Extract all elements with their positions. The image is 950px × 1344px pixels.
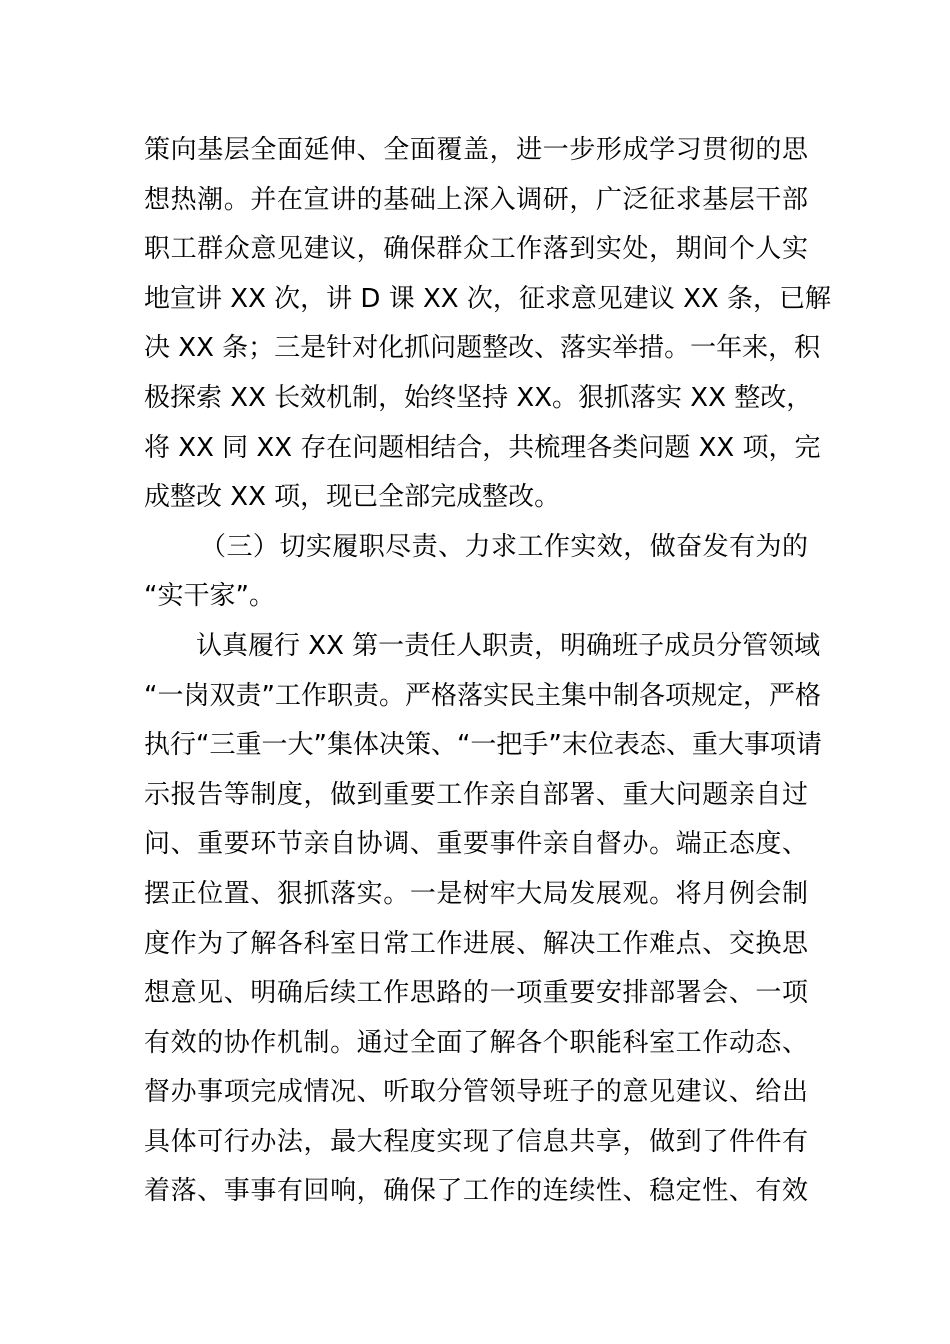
text-line: 摆正位置、狠抓落实。一是树牢大局发展观。将月例会制 xyxy=(144,878,808,909)
text-line: 极探索 XX 长效机制，始终坚持 XX。狠抓落实 XX 整改， xyxy=(144,382,813,413)
text-line: 职工群众意见建议，确保群众工作落到实处，期间个人实 xyxy=(144,234,808,265)
text-line: 将 XX 同 XX 存在问题相结合，共梳理各类问题 XX 项，完 xyxy=(144,432,821,463)
text-line: 示报告等制度，做到重要工作亲自部署、重大问题亲自过 xyxy=(144,779,808,810)
paragraph-1 xyxy=(144,126,832,523)
text-line: 着落、事事有回响，确保了工作的连续性、稳定性、有效 xyxy=(144,1176,808,1207)
text-line: 执行“三重一大”集体决策、“一把手”末位表态、重大事项请 xyxy=(144,730,822,761)
text-line: 想意见、明确后续工作思路的一项重要安排部署会、一项 xyxy=(144,978,808,1009)
text-line: 督办事项完成情况、听取分管领导班子的意见建议、给出 xyxy=(144,1077,808,1108)
paragraph-2 xyxy=(144,622,822,1217)
text-line: 认真履行 XX 第一责任人职责，明确班子成员分管领域 xyxy=(196,630,821,661)
heading-line: “实干家”。 xyxy=(144,581,275,612)
text-line: 决 XX 条；三是针对化抓问题整改、落实举措。一年来，积 xyxy=(144,333,821,364)
text-line: “一岗双责”工作职责。严格落实民主集中制各项规定，严格 xyxy=(144,680,821,711)
text-line: 想热潮。并在宣讲的基础上深入调研，广泛征求基层干部 xyxy=(144,184,808,215)
body-text xyxy=(144,126,832,1217)
text-line: 地宣讲 XX 次，讲 D 课 XX 次，征求意见建议 XX 条，已解 xyxy=(144,283,832,314)
text-line: 度作为了解各科室日常工作进展、解决工作难点、交换思 xyxy=(144,928,808,959)
text-line: 具体可行办法，最大程度实现了信息共享，做到了件件有 xyxy=(144,1126,808,1157)
text-line: 成整改 XX 项，现已全部完成整改。 xyxy=(144,482,561,513)
text-line: 有效的协作机制。通过全面了解各个职能科室工作动态、 xyxy=(144,1027,808,1058)
text-line: 问、重要环节亲自协调、重要事件亲自督办。端正态度、 xyxy=(144,829,808,860)
heading-line: （三）切实履职尽责、力求工作实效，做奋发有为的 xyxy=(200,531,808,562)
text-line: 策向基层全面延伸、全面覆盖，进一步形成学习贯彻的思 xyxy=(144,135,808,165)
section-heading-3 xyxy=(144,523,808,622)
